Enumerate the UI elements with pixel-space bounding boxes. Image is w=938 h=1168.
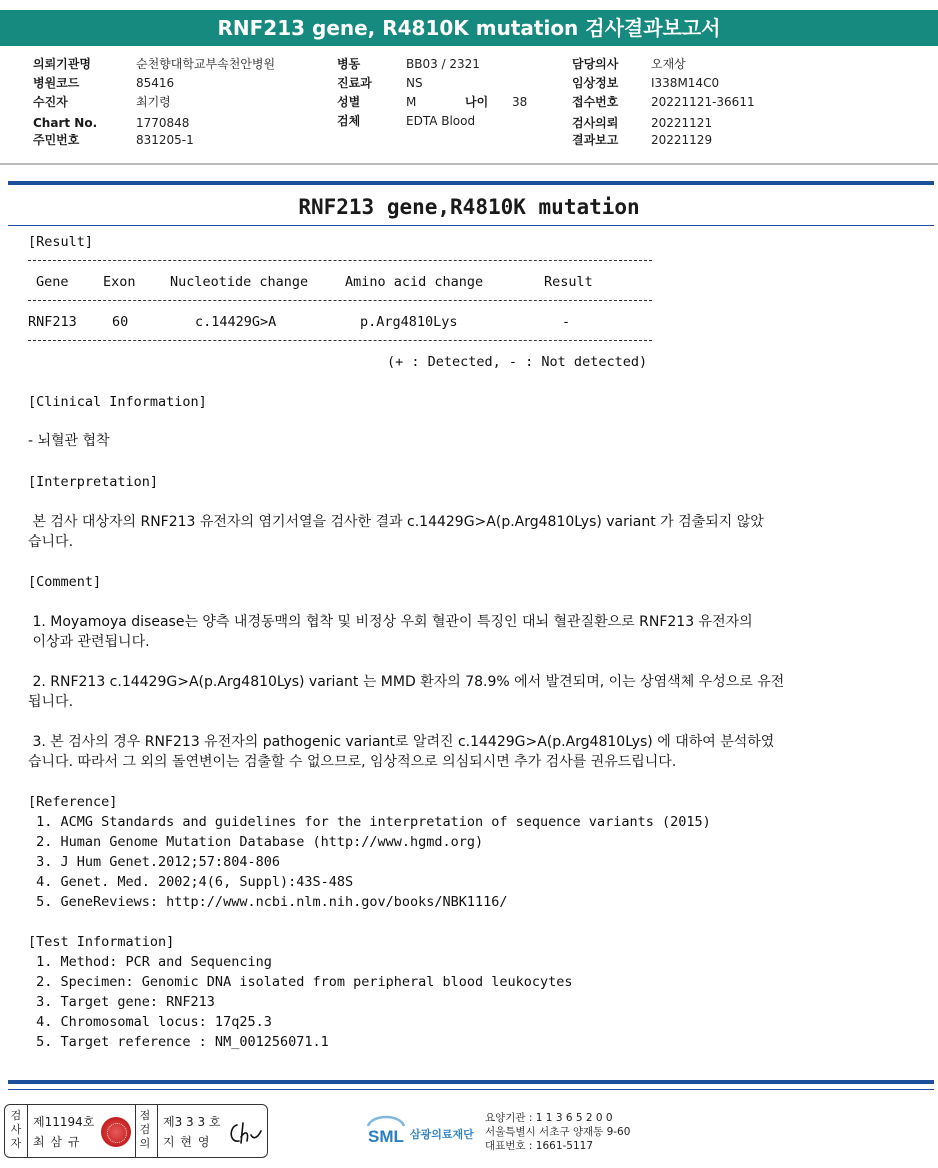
reference-item: 5. GeneReviews: http://www.ncbi.nlm.nih.gov/books/NBK1116/ xyxy=(28,894,508,910)
table-header-result: Result xyxy=(544,274,593,290)
comment-line: 1. Moyamoya disease는 양측 내경동맥의 협착 및 비정상 우회 혈관이 특징인 대뇌 혈관질환으로 RNF213 유전자의 xyxy=(28,614,753,630)
info-label-patient: 수진자 xyxy=(33,95,68,109)
table-header-amino-acid: Amino acid change xyxy=(345,274,484,290)
table-header-exon: Exon xyxy=(103,274,136,290)
info-label-receipt-no: 접수번호 xyxy=(572,95,619,109)
patient-info xyxy=(0,0,938,160)
sml-logo-icon xyxy=(364,1112,408,1148)
comment-line: 됩니다. xyxy=(28,694,74,710)
info-label-chart-no: Chart No. xyxy=(33,116,98,130)
test-info-item: 5. Target reference : NM_001256071.1 xyxy=(28,1034,329,1050)
reference-item: 1. ACMG Standards and guidelines for the interpretation of sequence variants (2015) xyxy=(28,814,711,830)
divider xyxy=(8,225,934,226)
result-heading: [Result] xyxy=(28,234,94,250)
info-value-chart-no: 1770848 xyxy=(136,116,190,130)
examiner-license: 제11194호 xyxy=(33,1115,95,1129)
table-rule xyxy=(28,260,652,261)
test-info-item: 4. Chromosomal locus: 17q25.3 xyxy=(28,1014,272,1030)
info-label-resident-no: 주민번호 xyxy=(33,133,80,147)
table-header-nucleotide: Nucleotide change xyxy=(170,274,309,290)
interpretation-line: 습니다. xyxy=(28,534,74,550)
info-label-doctor: 담당의사 xyxy=(572,57,619,71)
info-value-hospital-code: 85416 xyxy=(136,76,175,90)
sml-logo-text: SML xyxy=(368,1127,404,1146)
org-info xyxy=(485,1111,630,1153)
table-cell-exon: 60 xyxy=(112,314,129,330)
table-rule xyxy=(28,300,652,301)
table-cell-result: - xyxy=(562,314,571,330)
reference-heading: [Reference] xyxy=(28,794,118,810)
divider xyxy=(8,1080,934,1084)
info-value-request-date: 20221121 xyxy=(651,116,713,130)
examiner-name: 최 삼 규 xyxy=(33,1135,81,1149)
info-value-resident-no: 831205-1 xyxy=(136,133,194,147)
table-rule xyxy=(28,340,652,341)
report-title: RNF213 gene,R4810K mutation xyxy=(298,195,640,219)
divider xyxy=(0,163,938,165)
info-value-sex: M xyxy=(406,95,417,109)
info-label-age: 나이 xyxy=(465,95,489,109)
org-phone: 대표번호 : 1661-5117 xyxy=(485,1140,594,1152)
info-value-receipt-no: 20221121-36611 xyxy=(651,95,755,109)
examiner-label: 검사자 xyxy=(10,1109,22,1150)
info-value-department: NS xyxy=(406,76,423,90)
reviewer-label: 점검의 xyxy=(139,1109,151,1150)
info-value-patient: 최기령 xyxy=(136,95,171,109)
info-label-clinical-info: 임상정보 xyxy=(572,76,619,90)
reviewer-name: 지 현 영 xyxy=(163,1135,211,1149)
clinical-text: - 뇌혈관 협착 xyxy=(28,433,110,449)
sml-logo xyxy=(364,1110,484,1154)
test-info-heading: [Test Information] xyxy=(28,934,175,950)
test-info-item: 2. Specimen: Genomic DNA isolated from peripheral blood leukocytes xyxy=(28,974,573,990)
info-label-sex: 성별 xyxy=(337,95,361,109)
info-label-report-date: 결과보고 xyxy=(572,133,619,147)
table-cell-gene: RNF213 xyxy=(28,314,77,330)
table-header-gene: Gene xyxy=(36,274,69,290)
test-info-item: 3. Target gene: RNF213 xyxy=(28,994,215,1010)
org-name: 삼광의료재단 xyxy=(410,1128,474,1141)
cell-divider xyxy=(157,1105,158,1157)
comment-line: 2. RNF213 c.14429G>A(p.Arg4810Lys) variant 는 MMD 환자의 78.9% 에서 발견되며, 이는 상염색체 우성으로 유전 xyxy=(28,674,785,690)
comment-heading: [Comment] xyxy=(28,574,102,590)
info-value-specimen: EDTA Blood xyxy=(406,114,476,128)
info-label-hospital-code: 병원코드 xyxy=(33,76,80,90)
reference-item: 2. Human Genome Mutation Database (http://www.hgmd.org) xyxy=(28,834,484,850)
interpretation-line: 본 검사 대상자의 RNF213 유전자의 염기서열을 검사한 결과 c.14429G>A(p.Arg4810Lys) variant 가 검출되지 않았 xyxy=(28,514,764,530)
comment-line: 3. 본 검사의 경우 RNF213 유전자의 pathogenic variant로 알려진 c.14429G>A(p.Arg4810Lys) 에 대하여 분석하였 xyxy=(28,734,775,750)
info-label-institution: 의뢰기관명 xyxy=(33,57,91,71)
report-header-title: RNF213 gene, R4810K mutation 검사결과보고서 xyxy=(0,10,938,46)
comment-line: 이상과 관련됩니다. xyxy=(28,634,150,650)
cell-divider xyxy=(27,1105,28,1157)
seal-stamp xyxy=(101,1117,131,1147)
info-value-ward: BB03 / 2321 xyxy=(406,57,480,71)
org-code: 요양기관 : 1 1 3 6 5 2 0 0 xyxy=(485,1112,613,1124)
interpretation-heading: [Interpretation] xyxy=(28,474,159,490)
signature-image xyxy=(227,1119,263,1147)
reference-item: 4. Genet. Med. 2002;4(6, Suppl):43S-48S xyxy=(28,874,354,890)
info-label-request-date: 검사의뢰 xyxy=(572,116,619,130)
info-label-department: 진료과 xyxy=(337,76,372,90)
reviewer-license: 제3 3 3 호 xyxy=(163,1115,221,1129)
info-value-doctor: 오재상 xyxy=(651,57,686,71)
reference-item: 3. J Hum Genet.2012;57:804-806 xyxy=(28,854,280,870)
info-value-age: 38 xyxy=(512,95,528,109)
info-label-ward: 병동 xyxy=(337,57,361,71)
clinical-heading: [Clinical Information] xyxy=(28,394,207,410)
test-info-item: 1. Method: PCR and Sequencing xyxy=(28,954,272,970)
org-address: 서울특별시 서초구 양재동 9-60 xyxy=(485,1126,631,1138)
table-cell-amino-acid: p.Arg4810Lys xyxy=(360,314,458,330)
divider xyxy=(8,1089,934,1090)
comment-line: 습니다. 따라서 그 외의 돌연변이는 검출할 수 없으므로, 임상적으로 의심되시면 추가 검사를 권유드립니다. xyxy=(28,754,677,770)
info-value-report-date: 20221129 xyxy=(651,133,713,147)
result-legend: (+ : Detected, - : Not detected) xyxy=(387,354,648,370)
cell-divider xyxy=(135,1105,136,1157)
info-label-specimen: 검체 xyxy=(337,114,361,128)
signature-box xyxy=(4,1104,268,1158)
divider xyxy=(8,181,934,185)
info-value-clinical-info: I338M14C0 xyxy=(651,76,720,90)
table-cell-nucleotide: c.14429G>A xyxy=(195,314,277,330)
info-value-institution: 순천향대학교부속천안병원 xyxy=(136,57,276,71)
